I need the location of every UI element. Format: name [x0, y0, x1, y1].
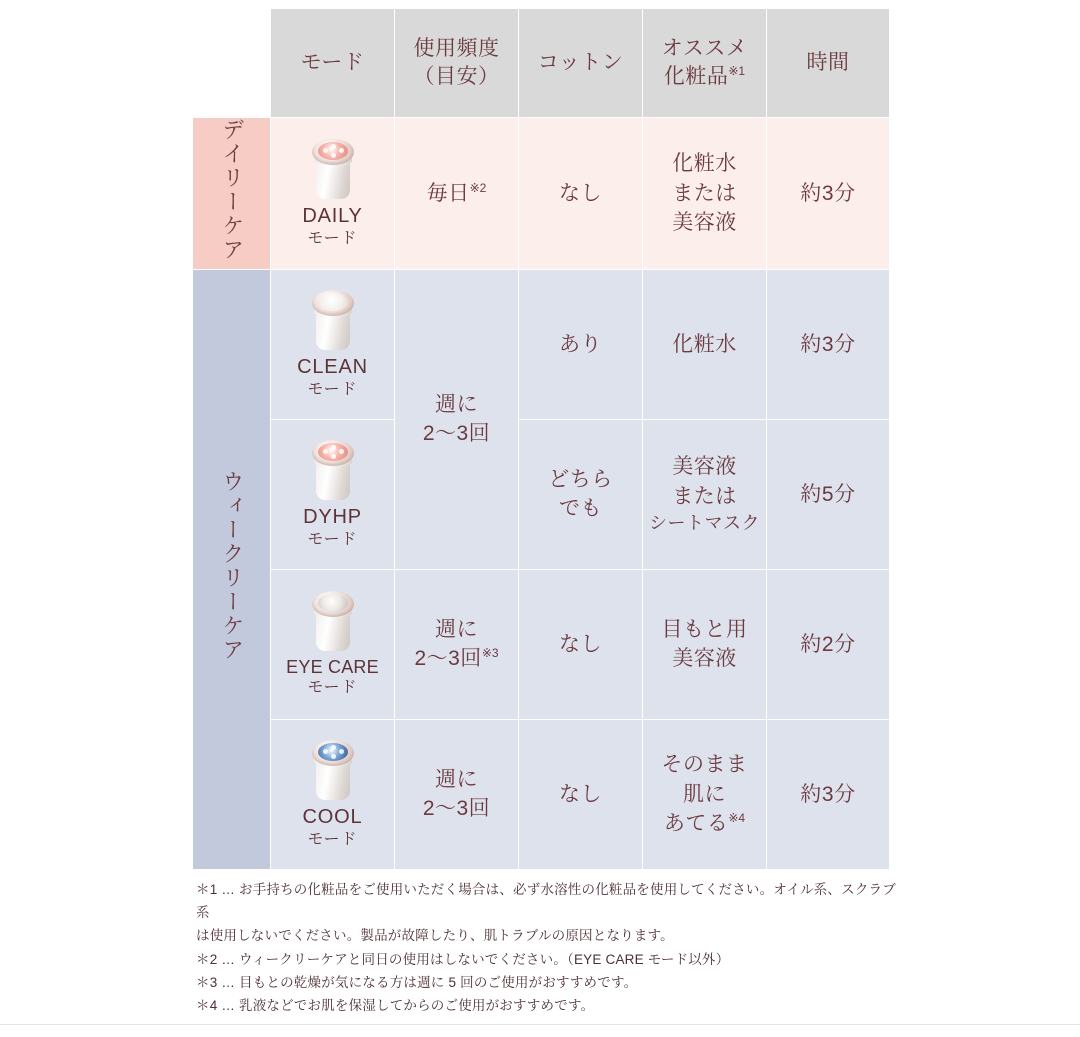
mode-name-cool: COOL [302, 805, 363, 828]
frequency-footnote-daily: ※2 [469, 180, 487, 195]
mode-sub-daily: モード [307, 229, 358, 247]
bottom-divider [0, 1024, 1080, 1025]
footnote-line: ＊3 … 目もとの乾燥が気になる方は週に 5 回のご使用がおすすめです。 [196, 974, 638, 990]
table-row [193, 419, 890, 569]
time-text-daily: 約3分 [800, 181, 856, 205]
time-cell-eyecare [767, 569, 890, 719]
mode-comparison-table [192, 8, 890, 870]
frequency-cell-cool [395, 719, 519, 869]
footnote-line: ＊1 … お手持ちの化粧品をご使用いただく場合は、必ず水溶性の化粧品を使用してください。オイル系、スクラブ系 [196, 882, 896, 921]
mode-name-eyecare: EYE CARE [286, 656, 379, 677]
cotton-line-2: でも [559, 497, 602, 521]
header-frequency-line2: （目安） [413, 65, 500, 88]
table-row [193, 719, 890, 869]
device-icon-daily [304, 137, 362, 199]
frequency-line-2: 2〜3回 [422, 797, 491, 821]
table-row [193, 569, 890, 719]
device-icon-clean [304, 288, 362, 350]
cosmetics-footnote-cool: ※4 [728, 811, 746, 826]
mode-cell-cool [271, 719, 395, 869]
group-label-weekly-text: ウィークリーケア [219, 469, 245, 662]
footnote-line: は使用しないでください。製品が故障したり、肌トラブルの原因となります。 [196, 928, 674, 944]
cosmetics-line-3: シートマスク [649, 513, 760, 534]
mode-sub-eyecare: モード [307, 679, 358, 697]
mode-sub-cool: モード [307, 830, 358, 848]
frequency-footnote-eyecare: ※3 [481, 646, 499, 661]
mode-cell-eyecare [271, 569, 395, 719]
group-label-weekly [193, 269, 271, 869]
mode-cell-daily [271, 118, 395, 270]
device-icon-dyhp [304, 438, 362, 500]
frequency-cell-clean-dyhp [395, 269, 519, 569]
header-cosmetics-line2-wrap [643, 63, 766, 91]
time-text-dyhp: 約5分 [800, 482, 856, 506]
footnotes [196, 878, 896, 1017]
cosmetics-cell-daily [643, 118, 767, 270]
header-cosmetics-line1: オススメ [661, 37, 748, 61]
cosmetics-line-2: 肌に [683, 782, 726, 806]
time-cell-clean [767, 269, 890, 419]
header-cosmetics-line2: 化粧品 [663, 65, 729, 88]
cosmetics-line-2: または [672, 484, 737, 508]
frequency-line-2: 2〜3回 [422, 422, 491, 446]
cosmetics-line-3: あてる [663, 812, 729, 836]
header-mode: モード [271, 9, 395, 118]
group-label-daily [193, 118, 271, 270]
frequency-cell-eyecare [395, 569, 519, 719]
cosmetics-cell-dyhp [643, 419, 767, 569]
footnote-line: ＊4 … 乳液などでお肌を保湿してからのご使用がおすすめです。 [196, 998, 595, 1014]
header-cosmetics-footnote-mark: ※1 [728, 64, 746, 78]
mode-comparison-table-wrapper [192, 8, 889, 870]
time-cell-dyhp [767, 419, 890, 569]
cosmetics-line-2: 美容液 [672, 647, 737, 671]
header-cosmetics [643, 9, 767, 118]
cotton-cell-clean [519, 269, 643, 419]
cotton-cell-cool [519, 719, 643, 869]
frequency-line-1: 週に [435, 767, 478, 791]
cotton-text-eyecare: なし [559, 632, 602, 656]
mode-cell-clean [271, 269, 395, 419]
header-frequency-line1: 使用頻度 [413, 37, 500, 61]
cotton-cell-eyecare [519, 569, 643, 719]
mode-name-clean: CLEAN [297, 355, 368, 378]
cotton-cell-dyhp [519, 419, 643, 569]
mode-sub-clean: モード [307, 380, 358, 398]
table-row [193, 269, 890, 419]
group-label-daily-text: デイリーケア [219, 118, 245, 262]
table-header-row [193, 9, 890, 118]
mode-cell-dyhp [271, 419, 395, 569]
time-text-cool: 約3分 [800, 782, 856, 806]
cosmetics-line-1: そのまま [661, 753, 748, 777]
time-cell-daily [767, 118, 890, 270]
frequency-line-1: 週に [435, 617, 478, 641]
device-icon-eyecare [304, 589, 362, 651]
device-icon-cool [304, 738, 362, 800]
cosmetics-line-2: または [672, 181, 737, 205]
frequency-line-1: 週に [435, 392, 478, 416]
mode-name-dyhp: DYHP [303, 505, 362, 528]
cosmetics-line-1: 化粧水 [672, 152, 737, 176]
table-row [193, 118, 890, 270]
frequency-line-2: 2〜3回 [414, 647, 482, 671]
cosmetics-line-1: 美容液 [672, 455, 737, 479]
cosmetics-cell-cool [643, 719, 767, 869]
header-frequency [395, 9, 519, 118]
footnote-line: ＊2 … ウィークリーケアと同日の使用はしないでください。（EYE CARE モード以外） [196, 951, 730, 967]
header-cotton: コットン [519, 9, 643, 118]
cotton-text-daily: なし [559, 181, 602, 205]
header-blank-cell [193, 9, 271, 118]
mode-name-daily: DAILY [302, 204, 363, 227]
cotton-text-clean: あり [559, 332, 602, 356]
time-text-eyecare: 約2分 [800, 632, 856, 656]
frequency-text-daily: 毎日 [426, 181, 470, 205]
cotton-cell-daily [519, 118, 643, 270]
cosmetics-line-3: 美容液 [672, 211, 737, 235]
cosmetics-line-1: 目もと用 [661, 617, 748, 641]
cosmetics-cell-clean [643, 269, 767, 419]
cosmetics-cell-eyecare [643, 569, 767, 719]
cosmetics-text-clean: 化粧水 [672, 332, 737, 356]
time-text-clean: 約3分 [800, 332, 856, 356]
frequency-cell-daily [395, 118, 519, 270]
mode-sub-dyhp: モード [307, 530, 358, 548]
cotton-line-1: どちら [548, 467, 613, 491]
header-time: 時間 [767, 9, 890, 118]
cotton-text-cool: なし [559, 782, 602, 806]
time-cell-cool [767, 719, 890, 869]
